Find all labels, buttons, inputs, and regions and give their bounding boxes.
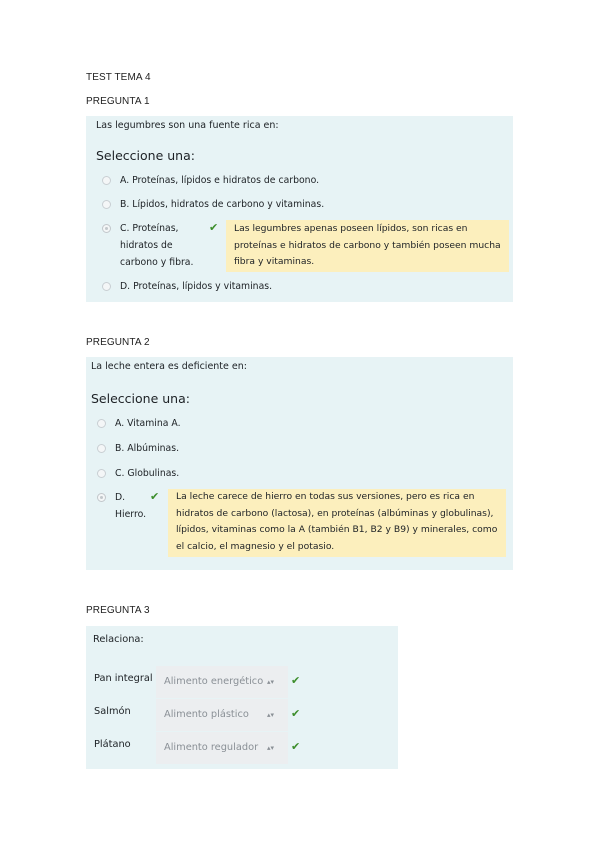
q1-feedback-line: Las legumbres apenas poseen lípidos, son ricas en: [234, 223, 468, 234]
match-row-label: Pan integral: [94, 673, 153, 684]
q1-option-a-radio[interactable]: [102, 176, 111, 185]
q2-option-c-label[interactable]: C. Globulinas.: [115, 468, 180, 479]
question-1-text: Las legumbres son una fuente rica en:: [96, 120, 279, 131]
match-select-3[interactable]: [156, 732, 288, 764]
q1-option-b-radio[interactable]: [102, 200, 111, 209]
match-select-2[interactable]: [156, 699, 288, 731]
sort-arrows-icon: ▴▾: [266, 744, 274, 752]
q2-option-c-radio[interactable]: [97, 469, 106, 478]
q1-option-c-radio[interactable]: [102, 224, 111, 233]
match-select-value: Alimento regulador: [164, 742, 259, 753]
q1-feedback: [226, 220, 509, 272]
sort-arrows-icon: ▴▾: [266, 678, 274, 686]
q2-feedback-line: La leche carece de hierro en todas sus versiones, pero es rica en: [176, 491, 475, 502]
page-title: TEST TEMA 4: [86, 72, 151, 83]
q1-feedback-line: fibra y vitaminas.: [234, 256, 315, 267]
q1-option-c-line: hidratos de: [120, 240, 173, 251]
q1-option-d-radio[interactable]: [102, 282, 111, 291]
sort-arrows-icon: ▴▾: [266, 711, 274, 719]
q1-option-a-label[interactable]: A. Proteínas, lípidos e hidratos de carbono.: [120, 175, 320, 186]
check-icon: ✔: [291, 674, 301, 687]
check-icon: ✔: [209, 221, 219, 234]
q1-option-c-line: C. Proteínas,: [120, 223, 179, 234]
q1-option-c-label[interactable]: [120, 220, 193, 271]
q2-option-a-label[interactable]: A. Vitamina A.: [115, 418, 181, 429]
question-2-heading: PREGUNTA 2: [86, 337, 150, 348]
q1-option-c-line: carbono y fibra.: [120, 257, 194, 268]
match-select-value: Alimento plástico: [164, 709, 249, 720]
q2-option-d-line: D.: [115, 492, 126, 503]
check-icon: ✔: [150, 490, 160, 503]
q2-feedback-line: hidratos de carbono (lactosa), en proteínas (albúminas y globulinas),: [176, 507, 494, 519]
q2-feedback-line: el calcio, el magnesio y el potasio.: [176, 540, 335, 552]
question-2-box: [86, 357, 513, 570]
check-icon: ✔: [291, 707, 301, 720]
q2-option-d-label[interactable]: [115, 489, 146, 523]
match-row-label: Salmón: [94, 706, 131, 717]
match-select-value: Alimento energético: [164, 676, 264, 687]
q1-option-b-label[interactable]: B. Lípidos, hidratos de carbono y vitaminas.: [120, 199, 325, 210]
match-row-label: Plátano: [94, 739, 131, 750]
q2-option-b-radio[interactable]: [97, 444, 106, 453]
question-2-text: La leche entera es deficiente en:: [91, 361, 247, 372]
question-2-prompt: Seleccione una:: [91, 391, 190, 406]
q2-feedback: [168, 489, 506, 557]
q2-option-a-radio[interactable]: [97, 419, 106, 428]
check-icon: ✔: [291, 740, 301, 753]
question-1-box: [86, 116, 513, 302]
question-3-text: Relaciona:: [93, 634, 144, 645]
question-3-heading: PREGUNTA 3: [86, 605, 150, 616]
q1-option-d-label[interactable]: D. Proteínas, lípidos y vitaminas.: [120, 281, 273, 292]
q2-option-d-line: Hierro.: [115, 509, 147, 520]
question-1-heading: PREGUNTA 1: [86, 96, 150, 107]
q2-feedback-line: lípidos, vitaminas como la A (también B1, B2 y B9) y minerales, como: [176, 524, 498, 535]
q2-option-b-label[interactable]: B. Albúminas.: [115, 443, 180, 454]
match-select-1[interactable]: [156, 666, 288, 698]
q2-option-d-radio[interactable]: [97, 493, 106, 502]
question-3-box: [86, 626, 398, 769]
q1-feedback-line: proteínas e hidratos de carbono y también poseen mucha: [234, 239, 501, 251]
question-1-prompt: Seleccione una:: [96, 148, 195, 163]
